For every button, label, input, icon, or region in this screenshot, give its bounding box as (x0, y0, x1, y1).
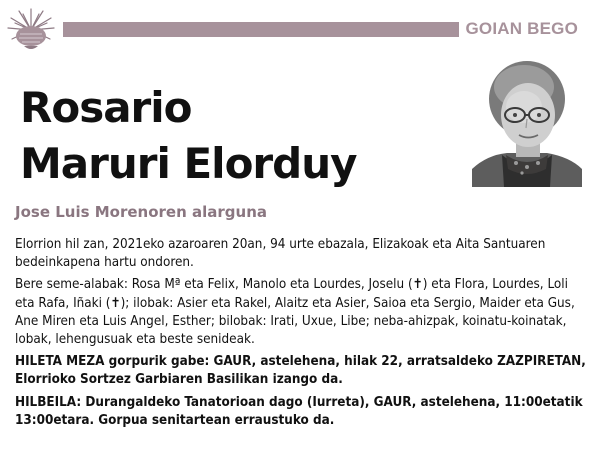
wake-paragraph: HILBEILA: Durangaldeko Tanatorioan dago (Iurreta), GAUR, astelehena, 11:00etatik 13:00etara. Gorpua senitartean erraustuko da. (15, 394, 583, 428)
surnames: Maruri Elorduy (20, 139, 357, 188)
obituary-body (15, 236, 587, 434)
portrait-photo (472, 57, 582, 187)
header-tag: GOIAN BEGO (465, 19, 578, 38)
deceased-name (20, 80, 356, 192)
death-notice-paragraph: Elorrion hil zan, 2021eko azaroaren 20an, 94 urte ebazala, Elizakoak eta Aita Santuaren bedeinkapena hartu ondoren. (15, 237, 546, 271)
header-banner-bar (63, 22, 459, 37)
family-paragraph: Bere seme-alabak: Rosa Mª eta Felix, Manolo eta Lourdes, Joselu (✝) eta Flora, Lourdes, Loli eta Rafa, Iñaki (✝); ilobak: Asier eta Rakel, Alaitz eta Asier, Saioa eta Sergio, Maider eta Gus, Ane Miren eta Luis Angel, Esther; bilobak: Irati, Uxue, Libe; neba-ahizpak, koinatu-koinatak, lobak, lehengusuak eta beste senideak. (15, 277, 575, 348)
subtitle-widow-of: Jose Luis Morenoren alarguna (15, 203, 267, 221)
thistle-icon (6, 6, 56, 52)
first-name: Rosario (20, 83, 192, 132)
funeral-mass-paragraph: HILETA MEZA gorpurik gabe: GAUR, astelehena, hilak 22, arratsaldeko ZAZPIRETAN, Elorrioko Sortzez Garbiaren Basilikan izango da. (15, 354, 586, 388)
